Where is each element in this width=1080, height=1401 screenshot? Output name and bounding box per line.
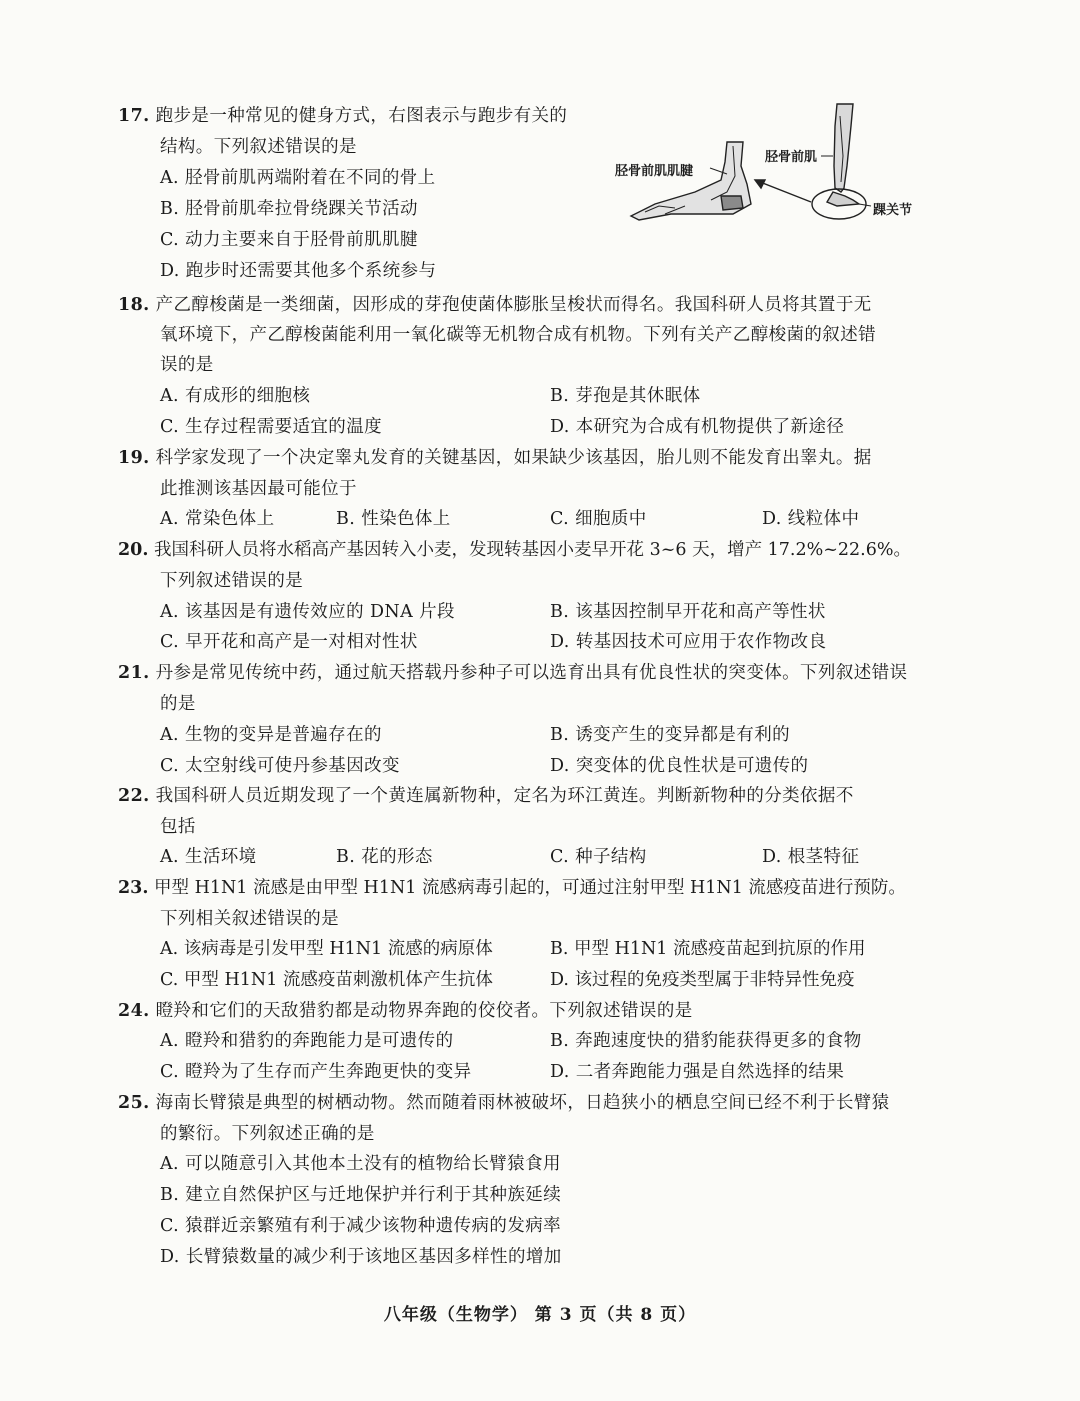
question-25-option-c: C. 猿群近亲繁殖有利于减少该物种遗传病的发病率 <box>160 1216 562 1236</box>
question-21-option-b: B. 诱变产生的变异都是有利的 <box>550 725 791 745</box>
question-18-option-d: D. 本研究为合成有机物提供了新途径 <box>550 417 845 437</box>
question-17-option-c: C. 动力主要来自于胫骨前肌肌腱 <box>160 230 418 250</box>
question-18-stem-line-3: 误的是 <box>160 355 214 375</box>
question-23-option-c: C. 甲型 H1N1 流感疫苗刺激机体产生抗体 <box>160 970 493 990</box>
figure-label-joint: 踝关节 <box>873 203 913 218</box>
question-19-option-a: A. 常染色体上 <box>160 509 275 529</box>
question-20-option-c: C. 早开花和高产是一对相对性状 <box>160 632 418 652</box>
question-25-stem-line-1: 25. 海南长臂猿是典型的树栖动物。然而随着雨林被破坏，日趋狭小的栖息空间已经不利于长臂猿 <box>118 1093 890 1113</box>
question-18-stem-line-1: 18. 产乙醇梭菌是一类细菌，因形成的芽孢使菌体膨胀呈梭状而得名。我国科研人员将其置于无 <box>118 295 872 315</box>
question-19-option-d: D. 线粒体中 <box>762 509 860 529</box>
question-22-stem-line-1: 22. 我国科研人员近期发现了一个黄连属新物种，定名为环江黄连。判断新物种的分类依据不 <box>118 786 854 806</box>
question-24-stem-line-1: 24. 瞪羚和它们的天敌猎豹都是动物界奔跑的佼佼者。下列叙述错误的是 <box>118 1001 693 1021</box>
leg-ankle-figure <box>615 96 945 236</box>
question-24-option-b: B. 奔跑速度快的猎豹能获得更多的食物 <box>550 1031 862 1051</box>
question-18-option-c: C. 生存过程需要适宜的温度 <box>160 417 383 437</box>
question-18-stem-line-2: 氧环境下，产乙醇梭菌能利用一氧化碳等无机物合成有机物。下列有关产乙醇梭菌的叙述错 <box>160 325 876 345</box>
question-19-stem-line-2: 此推测该基因最可能位于 <box>160 479 357 499</box>
question-21-stem-line-1: 21. 丹参是常见传统中药，通过航天搭载丹参种子可以选育出具有优良性状的突变体。下列叙述错误 <box>118 663 908 683</box>
question-17-option-d: D. 跑步时还需要其他多个系统参与 <box>160 261 437 281</box>
question-24-option-d: D. 二者奔跑能力强是自然选择的结果 <box>550 1062 845 1082</box>
question-23-option-b: B. 甲型 H1N1 流感疫苗起到抗原的作用 <box>550 939 866 959</box>
question-24-option-c: C. 瞪羚为了生存而产生奔跑更快的变异 <box>160 1062 472 1082</box>
question-24-option-a: A. 瞪羚和猎豹的奔跑能力是可遗传的 <box>160 1031 454 1051</box>
question-17-option-b: B. 胫骨前肌牵拉骨绕踝关节活动 <box>160 199 418 219</box>
question-21-stem-line-2: 的是 <box>160 694 196 714</box>
question-23-option-d: D. 该过程的免疫类型属于非特异性免疫 <box>550 970 855 990</box>
question-23-stem-line-1: 23. 甲型 H1N1 流感是由甲型 H1N1 流感病毒引起的，可通过注射甲型 H1N1 流感疫苗进行预防。 <box>118 878 906 898</box>
question-20-option-d: D. 转基因技术可应用于农作物改良 <box>550 632 827 652</box>
question-25-option-b: B. 建立自然保护区与迁地保护并行利于其种族延续 <box>160 1185 562 1205</box>
question-19-option-b: B. 性染色体上 <box>336 509 451 529</box>
question-21-option-a: A. 生物的变异是普遍存在的 <box>160 725 382 745</box>
question-17-stem-line-2: 结构。下列叙述错误的是 <box>160 137 357 157</box>
question-22-stem-line-2: 包括 <box>160 817 196 837</box>
question-20-stem-line-1: 20. 我国科研人员将水稻高产基因转入小麦，发现转基因小麦早开花 3~6 天，增产 17.2%~22.6%。 <box>118 540 911 560</box>
question-22-option-d: D. 根茎特征 <box>762 847 860 867</box>
question-25-option-a: A. 可以随意引入其他本土没有的植物给长臂猿食用 <box>160 1154 561 1174</box>
figure-label-tendon: 胫骨前肌肌腱 <box>615 164 694 179</box>
question-23-option-a: A. 该病毒是引发甲型 H1N1 流感的病原体 <box>160 939 493 959</box>
question-25-option-d: D. 长臂猿数量的减少利于该地区基因多样性的增加 <box>160 1247 562 1267</box>
question-20-stem-line-2: 下列叙述错误的是 <box>160 571 304 591</box>
question-21-option-d: D. 突变体的优良性状是可遗传的 <box>550 756 809 776</box>
question-20-option-b: B. 该基因控制早开花和高产等性状 <box>550 602 826 622</box>
figure-label-muscle: 胫骨前肌 <box>765 150 818 165</box>
question-17-stem-line-1: 17. 跑步是一种常见的健身方式，右图表示与跑步有关的 <box>118 106 568 126</box>
question-25-stem-line-2: 的繁衍。下列叙述正确的是 <box>160 1124 375 1144</box>
question-17-option-a: A. 胫骨前肌两端附着在不同的骨上 <box>160 168 436 188</box>
question-18-option-b: B. 芽孢是其休眠体 <box>550 386 701 406</box>
question-19-option-c: C. 细胞质中 <box>550 509 647 529</box>
question-22-option-c: C. 种子结构 <box>550 847 647 867</box>
page-footer: 八年级（生物学） 第 3 页（共 8 页） <box>383 1305 697 1325</box>
question-18-option-a: A. 有成形的细胞核 <box>160 386 311 406</box>
question-22-option-a: A. 生活环境 <box>160 847 257 867</box>
question-21-option-c: C. 太空射线可使丹参基因改变 <box>160 756 400 776</box>
question-19-stem-line-1: 19. 科学家发现了一个决定睾丸发育的关键基因，如果缺少该基因，胎儿则不能发育出睾丸。据 <box>118 448 872 468</box>
question-23-stem-line-2: 下列相关叙述错误的是 <box>160 909 339 929</box>
question-20-option-a: A. 该基因是有遗传效应的 DNA 片段 <box>160 602 455 622</box>
question-22-option-b: B. 花的形态 <box>336 847 433 867</box>
